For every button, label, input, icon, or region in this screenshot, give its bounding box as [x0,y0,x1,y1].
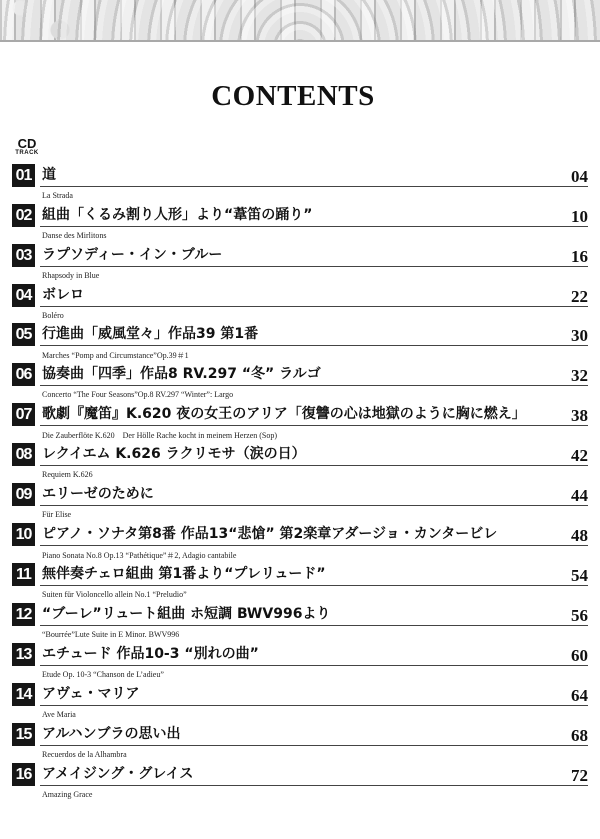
track-number-badge: 03 [12,244,35,267]
cd-track-label [12,137,42,156]
entry-page-number: 68 [571,726,588,745]
toc-entry [12,202,588,242]
entry-page-number: 16 [571,247,588,266]
entry-title-japanese: アメイジング・グレイス [42,766,194,782]
entry-title-japanese: 組曲「くるみ割り人形」より“葦笛の踊り” [42,207,313,223]
entry-divider [40,665,588,666]
entry-page-number: 04 [571,167,588,186]
entry-page-number: 54 [571,566,588,585]
entry-divider [40,465,588,466]
entry-title-original: Die Zauberflöte K.620 Der Hölle Rache kocht in meinem Herzen (Sop) [42,431,278,440]
entry-divider [40,625,588,626]
entry-title-original: Rhapsody in Blue [42,271,100,280]
entry-title-original: Danse des Mirlitons [42,231,107,240]
entry-title-japanese: 無伴奏チェロ組曲 第1番より“プレリュード” [42,566,326,582]
entry-divider [40,306,588,307]
toc-entry [12,242,588,282]
entry-divider [40,545,588,546]
entry-title-original: Requiem K.626 [42,470,93,479]
entry-title-original: Marches “Pomp and Circumstance”Op.39＃1 [42,351,189,360]
track-number-badge: 09 [12,483,35,506]
track-number-badge: 14 [12,683,35,706]
toc-entry [12,761,588,801]
entry-title-original: Boléro [42,311,64,320]
track-number-badge: 15 [12,723,35,746]
entry-divider [40,345,588,346]
entry-title-japanese: 歌劇『魔笛』K.620 夜の女王のアリア「復讐の心は地獄のように胸に燃え」 [42,406,526,422]
entry-page-number: 22 [571,287,588,306]
entry-title-original: Suiten für Violoncello allein No.1 “Preludio” [42,590,187,599]
entry-title-japanese: アヴェ・マリア [42,686,140,702]
entry-divider [40,226,588,227]
entry-title-japanese: 行進曲「威風堂々」作品39 第1番 [42,326,259,342]
entry-page-number: 42 [571,446,588,465]
ornamental-header-pattern [0,0,600,40]
track-number-badge: 10 [12,523,35,546]
toc-entry [12,401,588,441]
track-number-badge: 06 [12,363,35,386]
track-number-badge: 11 [12,563,35,586]
page-title: CONTENTS [211,80,375,112]
entry-title-japanese: “ブーレ”リュート組曲 ホ短調 BWV996より [42,606,331,622]
entry-title-japanese: ボレロ [42,287,84,303]
entry-title-japanese: レクイエム K.626 ラクリモサ（涙の日） [42,446,306,462]
entry-title-original: Concerto “The Four Seasons”Op.8 RV.297 “Winter”: Largo [42,390,234,399]
track-number-badge: 02 [12,204,35,227]
toc-entry [12,601,588,641]
track-number-badge: 05 [12,323,35,346]
track-number-badge: 12 [12,603,35,626]
toc-entry [12,561,588,601]
entry-page-number: 64 [571,686,588,705]
entry-page-number: 56 [571,606,588,625]
entry-title-original: “Bourrée”Lute Suite in E Minor. BWV996 [42,630,180,639]
entry-divider [40,505,588,506]
entry-divider [40,785,588,786]
entry-title-japanese: ピアノ・ソナタ第8番 作品13“悲愴” 第2楽章アダージョ・カンタービレ [42,526,498,542]
entry-page-number: 48 [571,526,588,545]
toc-entry [12,441,588,481]
entry-divider [40,425,588,426]
toc-entry [12,681,588,721]
entry-title-original: Ave Maria [42,710,76,719]
entry-title-original: Piano Sonata No.8 Op.13 “Pathétique”＃2, Adagio cantabile [42,551,237,560]
entry-title-japanese: 協奏曲「四季」作品8 RV.297 “冬” ラルゴ [42,366,321,382]
track-number-badge: 16 [12,763,35,786]
track-number-badge: 04 [12,284,35,307]
entry-divider [40,186,588,187]
entry-title-original: La Strada [42,191,73,200]
entry-title-japanese: エチュード 作品10-3 “別れの曲” [42,646,259,662]
entry-title-original: Etude Op. 10-3 “Chanson de L’adieu” [42,670,164,679]
entry-title-original: Recuerdos de la Alhambra [42,750,127,759]
entry-page-number: 60 [571,646,588,665]
track-number-badge: 07 [12,403,35,426]
entry-title-original: Amazing Grace [42,790,93,799]
toc-entry [12,521,588,561]
track-number-badge: 08 [12,443,35,466]
entry-page-number: 44 [571,486,588,505]
toc-entry [12,162,588,202]
toc-entry [12,481,588,521]
entry-divider [40,705,588,706]
toc-entry [12,721,588,761]
entry-title-japanese: アルハンブラの思い出 [42,726,181,742]
entry-page-number: 38 [571,406,588,425]
entry-title-japanese: ラプソディー・イン・ブルー [42,247,223,263]
entry-divider [40,585,588,586]
track-label-text: TRACK [15,150,39,156]
entry-title-japanese: 道 [42,167,56,183]
entry-divider [40,745,588,746]
entry-page-number: 30 [571,326,588,345]
entry-page-number: 10 [571,207,588,226]
entry-page-number: 72 [571,766,588,785]
entry-title-original: Für Elise [42,510,72,519]
entry-title-japanese: エリーゼのために [42,486,154,502]
toc-entry [12,321,588,361]
track-number-badge: 01 [12,164,35,187]
track-number-badge: 13 [12,643,35,666]
toc-entry [12,282,588,322]
toc-entry [12,641,588,681]
entry-divider [40,266,588,267]
entry-divider [40,385,588,386]
toc-entry [12,361,588,401]
cd-label-text: CD [17,136,37,151]
entry-page-number: 32 [571,366,588,385]
